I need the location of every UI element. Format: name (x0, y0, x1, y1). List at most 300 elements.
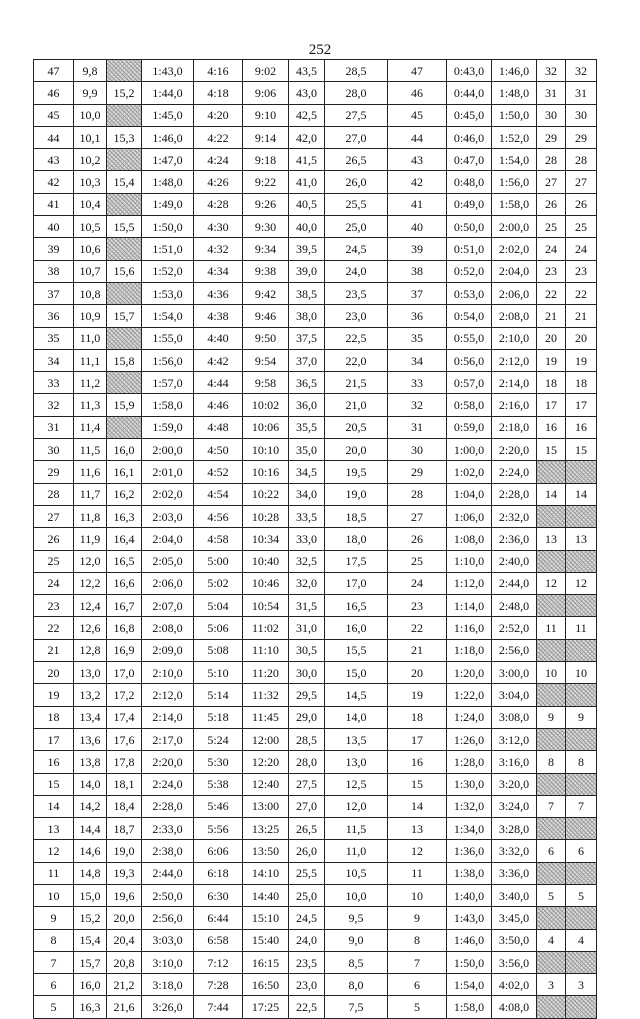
table-cell (537, 639, 566, 661)
table-cell: 20,8 (107, 951, 142, 973)
table-cell: 18,5 (325, 505, 388, 527)
table-cell: 10:10 (243, 439, 289, 461)
table-cell: 1:53,0 (142, 282, 194, 304)
table-cell: 15,7 (74, 951, 107, 973)
table-cell: 13,0 (325, 751, 388, 773)
table-cell: 2:12,0 (142, 684, 194, 706)
table-cell: 41 (34, 193, 74, 215)
table-cell: 32,0 (289, 572, 325, 594)
table-row (34, 639, 597, 661)
table-cell: 11,5 (325, 818, 388, 840)
table-cell: 40,0 (289, 216, 325, 238)
table-cell: 11,6 (74, 461, 107, 483)
table-cell: 31 (388, 416, 447, 438)
table-row (34, 773, 597, 795)
table-cell: 4:58 (194, 528, 243, 550)
table-cell: 2:09,0 (142, 639, 194, 661)
table-cell: 10:16 (243, 461, 289, 483)
table-cell: 2:00,0 (492, 216, 537, 238)
table-cell: 9,9 (74, 82, 107, 104)
table-cell: 14,0 (74, 773, 107, 795)
table-cell: 6:30 (194, 884, 243, 906)
table-row (34, 461, 597, 483)
table-cell: 1:34,0 (447, 818, 492, 840)
table-cell: 16,9 (107, 639, 142, 661)
table-cell: 16,8 (107, 617, 142, 639)
table-cell: 10,0 (74, 104, 107, 126)
table-cell: 31,0 (289, 617, 325, 639)
table-cell (107, 282, 142, 304)
table-cell: 16,7 (107, 595, 142, 617)
table-cell: 41,5 (289, 149, 325, 171)
table-cell: 0:50,0 (447, 216, 492, 238)
table-cell: 27,5 (325, 104, 388, 126)
table-cell: 15,7 (107, 305, 142, 327)
table-cell: 11,1 (74, 349, 107, 371)
table-cell: 14,2 (74, 795, 107, 817)
table-cell: 8 (537, 751, 566, 773)
table-cell: 10:34 (243, 528, 289, 550)
table-cell: 25,5 (325, 193, 388, 215)
table-cell: 22,5 (325, 327, 388, 349)
table-cell: 16,1 (107, 461, 142, 483)
table-cell: 17 (566, 394, 597, 416)
table-cell: 6:06 (194, 840, 243, 862)
table-cell: 21,5 (325, 372, 388, 394)
table-cell: 0:53,0 (447, 282, 492, 304)
table-cell: 16 (566, 416, 597, 438)
table-cell: 2:33,0 (142, 818, 194, 840)
table-row (34, 974, 597, 996)
table-cell: 2:40,0 (492, 550, 537, 572)
table-cell: 10,4 (74, 193, 107, 215)
table-cell: 3:10,0 (142, 951, 194, 973)
table-cell: 1:46,0 (447, 929, 492, 951)
table-cell: 3:28,0 (492, 818, 537, 840)
table-cell: 14 (34, 795, 74, 817)
table-cell: 17,4 (107, 706, 142, 728)
table-cell: 7 (566, 795, 597, 817)
table-cell: 39 (388, 238, 447, 260)
table-row (34, 550, 597, 572)
table-cell: 2:10,0 (492, 327, 537, 349)
table-cell: 42 (388, 171, 447, 193)
table-cell: 13,5 (325, 728, 388, 750)
table-cell: 20,4 (107, 929, 142, 951)
table-cell (107, 193, 142, 215)
table-cell: 1:54,0 (142, 305, 194, 327)
table-cell: 1:49,0 (142, 193, 194, 215)
table-cell: 2:01,0 (142, 461, 194, 483)
table-body (34, 60, 597, 1019)
table-cell: 9:06 (243, 82, 289, 104)
table-cell: 9:10 (243, 104, 289, 126)
table-cell: 10 (537, 662, 566, 684)
table-cell: 28 (566, 149, 597, 171)
table-cell: 13:00 (243, 795, 289, 817)
table-cell: 2:16,0 (492, 394, 537, 416)
table-cell: 15 (34, 773, 74, 795)
table-cell: 7:28 (194, 974, 243, 996)
table-cell: 9:54 (243, 349, 289, 371)
table-cell: 13,4 (74, 706, 107, 728)
table-cell: 7 (388, 951, 447, 973)
table-cell: 10:28 (243, 505, 289, 527)
table-row (34, 884, 597, 906)
table-cell (537, 461, 566, 483)
table-cell: 36,5 (289, 372, 325, 394)
table-cell: 17:25 (243, 996, 289, 1018)
table-cell: 1:06,0 (447, 505, 492, 527)
table-cell: 14 (537, 483, 566, 505)
table-cell: 12:40 (243, 773, 289, 795)
table-cell: 0:48,0 (447, 171, 492, 193)
table-cell: 11:10 (243, 639, 289, 661)
table-cell (537, 862, 566, 884)
table-cell: 1:45,0 (142, 104, 194, 126)
table-cell: 7 (34, 951, 74, 973)
table-cell: 44 (388, 126, 447, 148)
table-cell: 5:00 (194, 550, 243, 572)
table-cell (537, 505, 566, 527)
table-row (34, 216, 597, 238)
table-cell: 4:16 (194, 60, 243, 82)
table-cell: 5:14 (194, 684, 243, 706)
table-cell: 2:02,0 (492, 238, 537, 260)
table-cell: 23,0 (325, 305, 388, 327)
table-cell: 4:18 (194, 82, 243, 104)
table-cell: 20 (34, 662, 74, 684)
table-cell: 19,0 (107, 840, 142, 862)
table-cell: 3:40,0 (492, 884, 537, 906)
table-cell: 1:48,0 (142, 171, 194, 193)
table-cell: 35,0 (289, 439, 325, 461)
table-cell: 1:52,0 (492, 126, 537, 148)
table-row (34, 260, 597, 282)
table-cell: 31 (34, 416, 74, 438)
table-cell: 32 (34, 394, 74, 416)
table-cell: 16,2 (107, 483, 142, 505)
table-cell: 1:14,0 (447, 595, 492, 617)
table-cell: 5:10 (194, 662, 243, 684)
table-cell: 15,0 (74, 884, 107, 906)
table-cell: 38,5 (289, 282, 325, 304)
table-cell: 25,0 (289, 884, 325, 906)
table-cell: 38 (388, 260, 447, 282)
table-cell: 13,2 (74, 684, 107, 706)
table-cell: 2:00,0 (142, 439, 194, 461)
table-cell: 1:56,0 (142, 349, 194, 371)
table-cell: 2:50,0 (142, 884, 194, 906)
table-cell: 10,2 (74, 149, 107, 171)
table-cell: 1:22,0 (447, 684, 492, 706)
table-cell: 29 (34, 461, 74, 483)
table-cell: 36 (388, 305, 447, 327)
table-cell: 1:46,0 (492, 60, 537, 82)
table-cell: 9,5 (325, 907, 388, 929)
table-cell: 1:16,0 (447, 617, 492, 639)
table-cell: 30 (388, 439, 447, 461)
table-cell (107, 60, 142, 82)
table-cell: 16:50 (243, 974, 289, 996)
table-cell: 21 (566, 305, 597, 327)
table-cell: 4:32 (194, 238, 243, 260)
table-cell: 10:06 (243, 416, 289, 438)
table-cell: 25 (537, 216, 566, 238)
table-cell: 8 (34, 929, 74, 951)
table-cell: 16 (388, 751, 447, 773)
table-cell: 16,5 (325, 595, 388, 617)
table-cell: 16,3 (74, 996, 107, 1018)
table-cell: 42,0 (289, 126, 325, 148)
table-row (34, 104, 597, 126)
table-cell: 44 (34, 126, 74, 148)
table-cell: 17,8 (107, 751, 142, 773)
table-cell: 30 (566, 104, 597, 126)
table-cell: 4:40 (194, 327, 243, 349)
table-cell: 2:05,0 (142, 550, 194, 572)
table-cell: 2:10,0 (142, 662, 194, 684)
table-cell: 1:02,0 (447, 461, 492, 483)
table-cell: 10:40 (243, 550, 289, 572)
table-cell: 2:17,0 (142, 728, 194, 750)
table-cell: 10,0 (325, 884, 388, 906)
table-cell: 32 (566, 60, 597, 82)
table-cell: 13 (34, 818, 74, 840)
table-row (34, 60, 597, 82)
table-cell: 43 (388, 149, 447, 171)
table-cell: 9 (34, 907, 74, 929)
table-cell: 24,5 (289, 907, 325, 929)
table-row (34, 795, 597, 817)
table-cell: 21 (537, 305, 566, 327)
table-cell: 2:48,0 (492, 595, 537, 617)
table-cell: 38 (34, 260, 74, 282)
table-cell: 15,5 (325, 639, 388, 661)
table-row (34, 862, 597, 884)
table-cell: 5:02 (194, 572, 243, 594)
table-cell: 5 (537, 884, 566, 906)
table-cell: 26 (388, 528, 447, 550)
table-cell: 36,0 (289, 394, 325, 416)
table-cell: 20,5 (325, 416, 388, 438)
table-cell: 3:36,0 (492, 862, 537, 884)
table-cell: 11,3 (74, 394, 107, 416)
table-cell: 6:44 (194, 907, 243, 929)
table-cell: 15,4 (107, 171, 142, 193)
table-cell: 7:12 (194, 951, 243, 973)
table-cell: 3:24,0 (492, 795, 537, 817)
table-cell: 10,3 (74, 171, 107, 193)
table-cell: 29 (537, 126, 566, 148)
table-cell: 24 (34, 572, 74, 594)
table-cell: 9:02 (243, 60, 289, 82)
table-row (34, 818, 597, 840)
table-cell: 16,0 (325, 617, 388, 639)
table-cell: 19,5 (325, 461, 388, 483)
table-cell: 15,6 (107, 260, 142, 282)
table-cell: 22,0 (325, 349, 388, 371)
table-cell: 16,6 (107, 572, 142, 594)
table-cell: 17 (388, 728, 447, 750)
table-cell: 6 (537, 840, 566, 862)
table-cell: 1:59,0 (142, 416, 194, 438)
table-cell: 5:18 (194, 706, 243, 728)
table-cell: 19,3 (107, 862, 142, 884)
table-row (34, 572, 597, 594)
table-cell (537, 818, 566, 840)
table-cell: 14,4 (74, 818, 107, 840)
table-cell: 10:46 (243, 572, 289, 594)
table-cell: 3:04,0 (492, 684, 537, 706)
table-cell: 0:55,0 (447, 327, 492, 349)
table-cell: 15,9 (107, 394, 142, 416)
table-cell: 3:12,0 (492, 728, 537, 750)
table-cell: 10,5 (325, 862, 388, 884)
table-cell: 33 (388, 372, 447, 394)
table-cell: 23,5 (325, 282, 388, 304)
table-cell: 32,5 (289, 550, 325, 572)
table-cell: 6 (388, 974, 447, 996)
table-cell: 3:45,0 (492, 907, 537, 929)
table-row (34, 126, 597, 148)
table-cell: 37,0 (289, 349, 325, 371)
table-cell: 5:04 (194, 595, 243, 617)
table-cell: 4 (566, 929, 597, 951)
table-cell: 5:30 (194, 751, 243, 773)
table-cell: 13:50 (243, 840, 289, 862)
table-cell: 22 (388, 617, 447, 639)
table-cell: 20 (566, 327, 597, 349)
table-cell (537, 550, 566, 572)
table-cell: 16,5 (107, 550, 142, 572)
table-row (34, 840, 597, 862)
table-cell: 22 (537, 282, 566, 304)
table-cell: 10,7 (74, 260, 107, 282)
table-cell: 1:20,0 (447, 662, 492, 684)
table-cell (566, 728, 597, 750)
table-cell: 2:56,0 (492, 639, 537, 661)
table-cell: 1:44,0 (142, 82, 194, 104)
table-cell: 3 (566, 974, 597, 996)
table-cell: 28 (34, 483, 74, 505)
table-cell: 15 (537, 439, 566, 461)
table-cell: 10:22 (243, 483, 289, 505)
table-cell: 18,7 (107, 818, 142, 840)
table-cell: 5:38 (194, 773, 243, 795)
table-cell: 1:50,0 (447, 951, 492, 973)
table-cell: 11 (566, 617, 597, 639)
table-cell: 8 (566, 751, 597, 773)
table-cell: 24 (388, 572, 447, 594)
table-cell: 4:50 (194, 439, 243, 461)
table-row (34, 372, 597, 394)
table-cell: 11:32 (243, 684, 289, 706)
table-cell: 14,8 (74, 862, 107, 884)
table-cell: 0:52,0 (447, 260, 492, 282)
table-cell: 34,5 (289, 461, 325, 483)
table-row (34, 238, 597, 260)
table-cell: 2:18,0 (492, 416, 537, 438)
table-cell: 22 (34, 617, 74, 639)
table-cell: 10,1 (74, 126, 107, 148)
table-cell: 27 (34, 505, 74, 527)
table-cell: 41 (388, 193, 447, 215)
table-cell: 47 (34, 60, 74, 82)
table-cell: 26 (34, 528, 74, 550)
table-cell: 0:58,0 (447, 394, 492, 416)
table-cell: 0:47,0 (447, 149, 492, 171)
table-cell: 28,0 (325, 82, 388, 104)
table-cell: 19,6 (107, 884, 142, 906)
table-cell: 19 (388, 684, 447, 706)
table-cell: 3:18,0 (142, 974, 194, 996)
table-cell: 9:26 (243, 193, 289, 215)
table-cell: 5 (34, 996, 74, 1018)
table-cell: 15:40 (243, 929, 289, 951)
table-cell: 27 (537, 171, 566, 193)
table-cell: 13:25 (243, 818, 289, 840)
table-cell: 13 (388, 818, 447, 840)
table-cell: 12 (566, 572, 597, 594)
table-cell: 38,0 (289, 305, 325, 327)
table-cell: 24,0 (325, 260, 388, 282)
table-cell: 15,4 (74, 929, 107, 951)
table-cell: 2:28,0 (142, 795, 194, 817)
table-cell: 8,0 (325, 974, 388, 996)
table-cell: 8 (388, 929, 447, 951)
table-cell: 2:52,0 (492, 617, 537, 639)
table-cell: 29,0 (289, 706, 325, 728)
table-cell: 16 (537, 416, 566, 438)
table-cell (566, 595, 597, 617)
table-cell: 21 (34, 639, 74, 661)
table-cell: 13,0 (74, 662, 107, 684)
table-cell: 2:06,0 (142, 572, 194, 594)
table-cell: 4:26 (194, 171, 243, 193)
table-cell: 2:20,0 (492, 439, 537, 461)
table-cell: 4:42 (194, 349, 243, 371)
table-cell: 6 (566, 840, 597, 862)
table-cell: 40,5 (289, 193, 325, 215)
table-cell (566, 461, 597, 483)
table-cell (566, 951, 597, 973)
table-cell: 34,0 (289, 483, 325, 505)
table-cell (107, 416, 142, 438)
table-cell: 34 (34, 349, 74, 371)
table-cell: 13 (566, 528, 597, 550)
table-row (34, 505, 597, 527)
table-cell: 31 (537, 82, 566, 104)
table-cell: 28 (388, 483, 447, 505)
table-cell: 18,4 (107, 795, 142, 817)
table-cell: 37 (388, 282, 447, 304)
table-cell: 12 (388, 840, 447, 862)
table-cell: 1:08,0 (447, 528, 492, 550)
table-cell: 33,5 (289, 505, 325, 527)
table-cell: 13,8 (74, 751, 107, 773)
table-cell: 39,5 (289, 238, 325, 260)
table-cell: 25,0 (325, 216, 388, 238)
table-cell: 15,0 (325, 662, 388, 684)
table-cell: 1:58,0 (142, 394, 194, 416)
table-cell: 2:12,0 (492, 349, 537, 371)
table-cell: 0:46,0 (447, 126, 492, 148)
table-cell: 4:30 (194, 216, 243, 238)
table-cell: 15 (388, 773, 447, 795)
table-row (34, 907, 597, 929)
table-cell: 1:04,0 (447, 483, 492, 505)
